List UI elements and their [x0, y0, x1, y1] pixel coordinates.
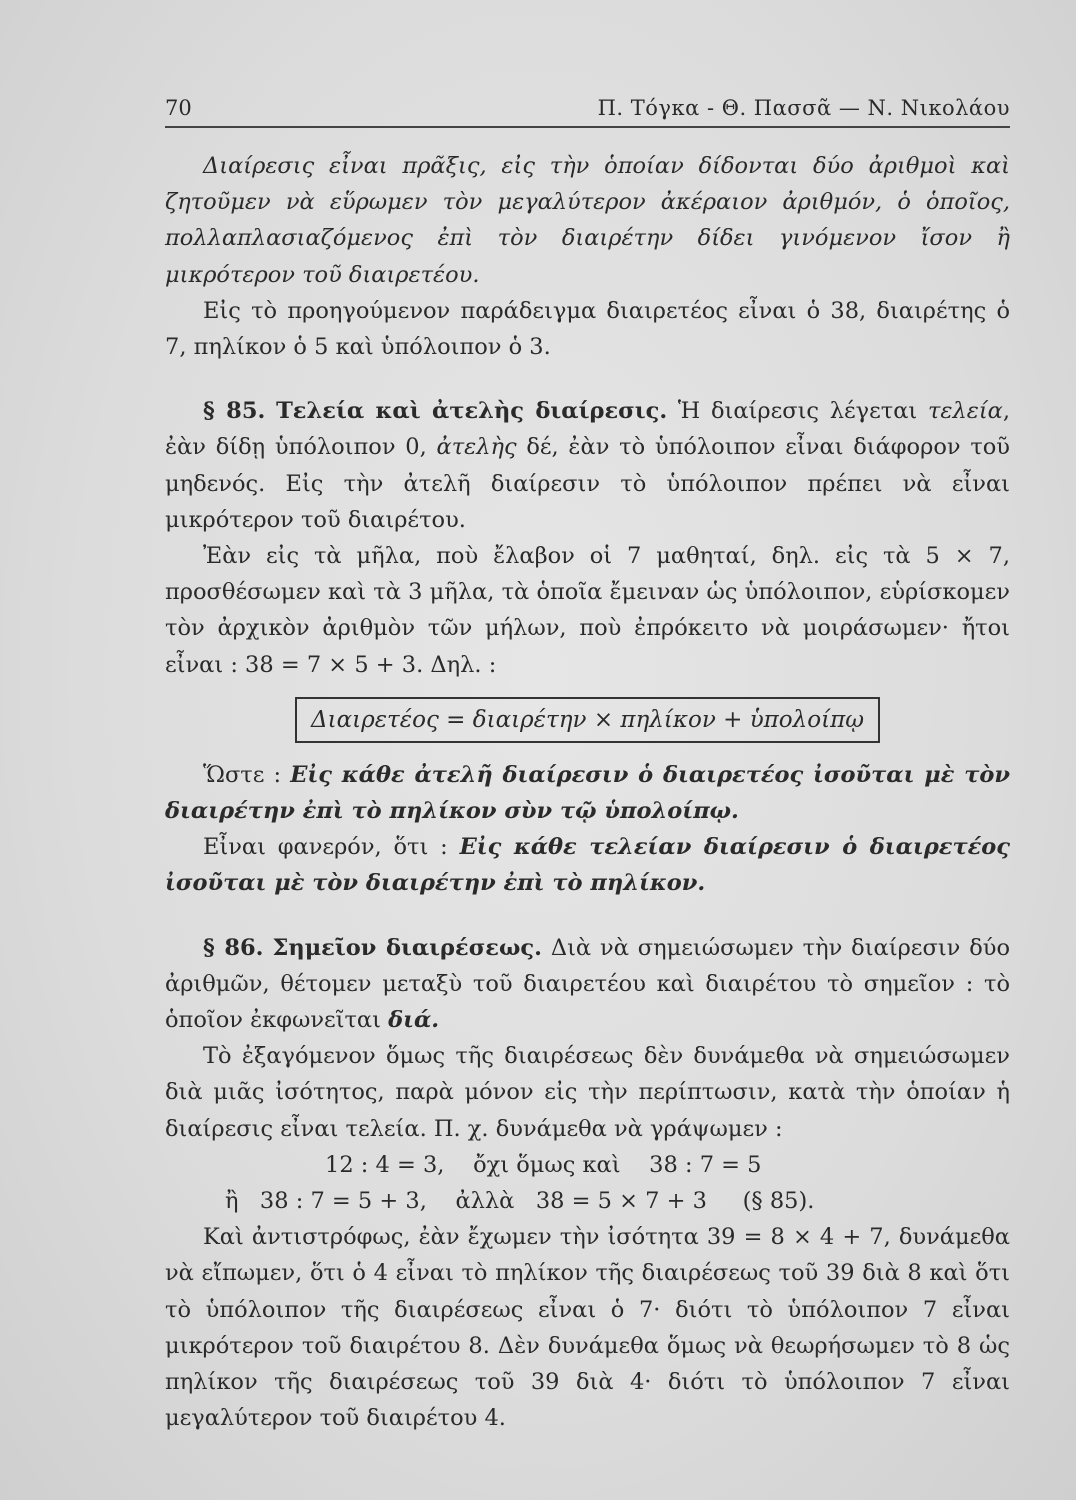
division-definition: Διαίρεσις εἶναι πρᾶξις, εἰς τὴν ὁποίαν δίδονται δύο ἀριθμοὶ καὶ ζητοῦμεν νὰ εὕρωμεν τὸν μεγαλύτερον ἀκέραιον ἀριθμόν, ὁ ὁποῖος, πολλαπλασιαζόμενος ἐπὶ τὸν διαιρέτην δίδει γινόμενον ἴσον ἢ μικρότερον τοῦ διαιρετέου. — [165, 153, 1010, 288]
running-head: Π. Τόγκα - Θ. Πασσᾶ — Ν. Νικολάου — [597, 96, 1010, 120]
section-86-paragraph — [165, 930, 1010, 1039]
page-number: 70 — [165, 96, 192, 120]
equation-line-2: ἢ 38 : 7 = 5 + 3, ἀλλὰ 38 = 5 × 7 + 3 (§ 85). — [225, 1188, 815, 1215]
converse-paragraph: Καὶ ἀντιστρόφως, ἐὰν ἔχωμεν τὴν ἰσότητα 39 = 8 × 4 + 7, δυνάμεθα νὰ εἴπωμεν, ὅτι ὁ 4 εἶναι τὸ πηλίκον τῆς διαιρέσεως τοῦ 39 διὰ 8 καὶ ὅτι τὸ ὑπόλοιπον τῆς διαιρέσεως εἶναι ὁ 7· διότι τὸ ὑπόλοιπον 7 εἶναι μικρότερον τοῦ διαιρέτου 8. Δὲν δυνάμεθα ὅμως νὰ θεωρήσωμεν τὸ 8 ὡς πηλίκον τῆς διαιρέσεως τοῦ 39 διὰ 4· διότι τὸ ὑπόλοιπον 7 εἶναι μεγαλύτερον τοῦ διαιρέτου 4. — [165, 1224, 1010, 1432]
phaneron-label: Εἶναι φανερόν, ὅτι : — [203, 834, 460, 861]
phaneron-paragraph — [165, 829, 1010, 901]
section-85-text-3: δέ, ἐὰν τὸ ὑπόλοιπον εἶναι διάφορον τοῦ μηδενός. Εἰς τὴν ἀτελῆ διαίρεσιν τὸ ὑπόλοιπον πρέπει νὰ εἶναι μικρότερον τοῦ διαιρέτου. — [165, 434, 1010, 533]
section-86-number: § 86. — [203, 934, 264, 961]
boxed-formula: Διαιρετέος = διαιρέτην × πηλίκον + ὑπολοίπῳ — [295, 697, 880, 743]
apples-paragraph: Ἐὰν εἰς τὰ μῆλα, ποὺ ἔλαβον οἱ 7 μαθηταί, δηλ. εἰς τὰ 5 × 7, προσθέσωμεν καὶ τὰ 3 μῆλα, τὰ ὁποῖα ἔμειναν ὡς ὑπόλοιπον, εὑρίσκομεν τὸν ἀρχικὸν ἀριθμὸν τῶν μήλων, ποὺ ἐπρόκειτο νὰ μοιράσωμεν· ἤτοι εἶναι : 38 = 7 × 5 + 3. Δηλ. : — [165, 543, 1010, 678]
page-header — [165, 96, 1010, 128]
term-dia: διά. — [388, 1007, 440, 1034]
term-teleia: τελεία — [927, 398, 1003, 425]
section-85-number: § 85. — [203, 398, 266, 425]
example-paragraph: Εἰς τὸ προηγούμενον παράδειγμα διαιρετέος εἶναι ὁ 38, διαιρέτης ὁ 7, πηλίκον ὁ 5 καὶ ὑπόλοιπον ὁ 3. — [165, 297, 1010, 361]
equation-line-1: 12 : 4 = 3, ὄχι ὅμως καὶ 38 : 7 = 5 — [325, 1151, 762, 1178]
section-85-paragraph — [165, 393, 1010, 538]
page-body — [165, 148, 1010, 1437]
section-86-text: Διὰ νὰ σημειώσωμεν τὴν διαίρεσιν δύο ἀριθμῶν, θέτομεν μεταξὺ τοῦ διαιρετέου καὶ διαιρέτου τὸ σημεῖον : τὸ ὁποῖον ἐκφωνεῖται — [165, 934, 1010, 1034]
section-85-title: Τελεία καὶ ἀτελὴς διαίρεσις. — [276, 398, 668, 425]
section-85-text-1: Ἡ διαίρεσις λέγεται — [667, 398, 928, 425]
formula-container — [165, 697, 1010, 743]
section-85-text-2: , ἐὰν δίδῃ ὑπόλοιπον 0, — [165, 398, 1010, 461]
hoste-paragraph — [165, 757, 1010, 829]
complete-division-rule: Εἰς κάθε τελείαν διαίρεσιν ὁ διαιρετέος ἰσοῦται μὲ τὸν διαιρέτην ἐπὶ τὸ πηλίκον. — [165, 834, 1010, 897]
term-ateles: ἀτελὴς — [436, 434, 517, 461]
incomplete-division-rule: Εἰς κάθε ἀτελῆ διαίρεσιν ὁ διαιρετέος ἰσοῦται μὲ τὸν διαιρέτην ἐπὶ τὸ πηλίκον σὺν τῷ ὑπολοίπῳ. — [165, 761, 1010, 825]
hoste-label: Ὥστε : — [203, 761, 291, 788]
section-86-title: Σημεῖον διαιρέσεως. — [272, 934, 542, 961]
result-paragraph: Τὸ ἐξαγόμενον ὅμως τῆς διαιρέσεως δὲν δυνάμεθα νὰ σημειώσωμεν διὰ μιᾶς ἰσότητος, παρὰ μόνον εἰς τὴν περίπτωσιν, κατὰ τὴν ὁποίαν ἡ διαίρεσις εἶναι τελεία. Π. χ. δυνάμεθα νὰ γράψωμεν : — [165, 1043, 1010, 1142]
